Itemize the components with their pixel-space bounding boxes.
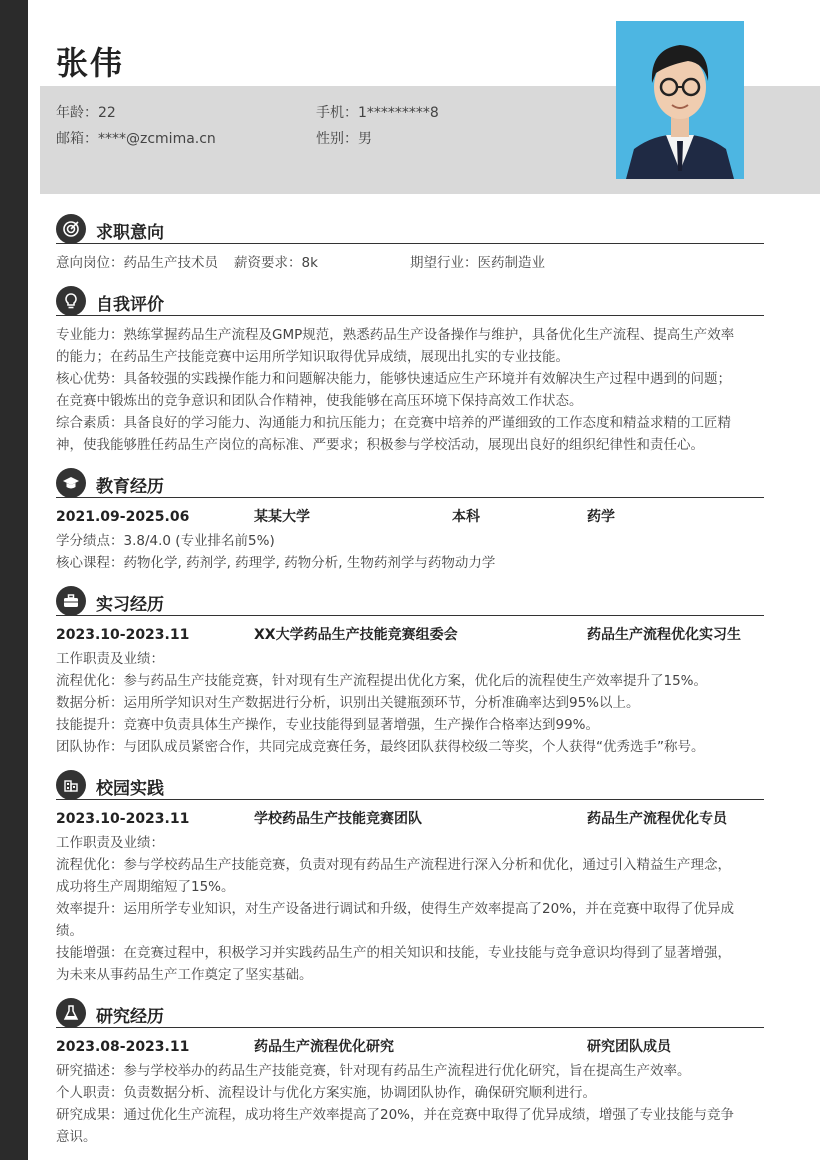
entry-date: 2023.08-2023.11 [56, 1039, 190, 1055]
entry-date: 2023.10-2023.11 [56, 627, 190, 643]
section-internship [56, 584, 764, 758]
graduation-cap-icon [56, 468, 86, 498]
text-line: 专业能力：熟练掌握药品生产流程及GMP规范，熟悉药品生产设备操作与维护，具备优化生产流程、提高生产效率 [56, 327, 735, 343]
candidate-name: 张伟 [56, 44, 125, 82]
entry-role: 药品生产流程优化实习生 [587, 627, 741, 643]
building-icon [56, 770, 86, 800]
gender-field: 性别：男 [316, 131, 372, 147]
intent-industry: 期望行业：医药制造业 [410, 255, 545, 271]
text-line: 数据分析：运用所学知识对生产数据进行分析，识别出关键瓶颈环节，分析准确率达到95%以上。 [56, 695, 640, 711]
text-line: 为未来从事药品生产工作奠定了坚实基础。 [56, 967, 313, 983]
text-line: 的能力；在药品生产技能竞赛中运用所学知识取得优异成绩，展现出扎实的专业技能。 [56, 349, 569, 365]
text-line: 综合素质：具备良好的学习能力、沟通能力和抗压能力；在竞赛中培养的严谨细致的工作态度和精益求精的工匠精 [56, 415, 731, 431]
section-title: 求职意向 [96, 223, 164, 243]
briefcase-icon [56, 586, 86, 616]
target-icon [56, 214, 86, 244]
text-line: 流程优化：参与学校药品生产技能竞赛，负责对现有药品生产流程进行深入分析和优化，通过引入精益生产理念， [56, 857, 731, 873]
left-sidebar-bar [0, 0, 28, 1160]
section-research [56, 996, 764, 1148]
text-line: 研究描述：参与学校举办的药品生产技能竞赛，针对现有药品生产流程进行优化研究，旨在提高生产效率。 [56, 1063, 691, 1079]
text-line: 效率提升：运用所学专业知识，对生产设备进行调试和升级，使得生产效率提高了20%，并在竞赛中取得了优异成 [56, 901, 735, 917]
entry-degree: 本科 [452, 509, 480, 525]
entry-header-row [56, 1036, 764, 1060]
entry-major: 药学 [587, 509, 615, 525]
entry-header-row [56, 808, 764, 832]
text-line: 工作职责及业绩： [56, 835, 164, 851]
section-header [56, 212, 764, 244]
section-header [56, 284, 764, 316]
section-title: 研究经历 [96, 1007, 164, 1027]
lightbulb-icon [56, 286, 86, 316]
entry-school: 某某大学 [254, 509, 310, 525]
entry-role: 药品生产流程优化专员 [587, 811, 727, 827]
entry-header-row [56, 506, 764, 530]
text-line: 绩。 [56, 923, 83, 939]
section-title: 自我评价 [96, 295, 164, 315]
entry-date: 2023.10-2023.11 [56, 811, 190, 827]
entry-org: 学校药品生产技能竞赛团队 [254, 811, 422, 827]
text-line: 核心课程：药物化学, 药剂学, 药理学, 药物分析, 生物药剂学与药物动力学 [56, 555, 496, 571]
entry-org: XX大学药品生产技能竞赛组委会 [254, 627, 458, 643]
text-line: 在竞赛中锻炼出的竞争意识和团队合作精神，使我能够在高压环境下保持高效工作状态。 [56, 393, 583, 409]
text-line: 个人职责：负责数据分析、流程设计与优化方案实施，协调团队协作，确保研究顺利进行。 [56, 1085, 596, 1101]
section-header [56, 584, 764, 616]
text-line: 成功将生产周期缩短了15%。 [56, 879, 235, 895]
text-line: 研究成果：通过优化生产流程，成功将生产效率提高了20%，并在竞赛中取得了优异成绩，增强了专业技能与竞争 [56, 1107, 735, 1123]
section-title: 实习经历 [96, 595, 164, 615]
entry-org: 药品生产流程优化研究 [254, 1039, 394, 1055]
intent-position: 意向岗位：药品生产技术员 [56, 255, 218, 271]
section-header [56, 996, 764, 1028]
section-header [56, 466, 764, 498]
profile-photo [616, 21, 744, 179]
text-line: 神，使我能够胜任药品生产岗位的高标准、严要求；积极参与学校活动，展现出良好的组织纪律性和责任心。 [56, 437, 704, 453]
entry-header-row [56, 624, 764, 648]
section-education [56, 466, 764, 574]
section-header [56, 768, 764, 800]
age-field: 年龄：22 [56, 105, 116, 121]
entry-date: 2021.09-2025.06 [56, 509, 190, 525]
text-line: 核心优势：具备较强的实践操作能力和问题解决能力，能够快速适应生产环境并有效解决生产过程中遇到的问题； [56, 371, 731, 387]
text-line: 技能提升：竞赛中负责具体生产操作，专业技能得到显著增强，生产操作合格率达到99%。 [56, 717, 600, 733]
section-title: 校园实践 [96, 779, 164, 799]
section-self-evaluation [56, 284, 764, 456]
intent-salary: 薪资要求：8k [234, 255, 318, 271]
section-campus-practice [56, 768, 764, 986]
phone-field: 手机：1*********8 [316, 105, 439, 121]
text-line: 工作职责及业绩： [56, 651, 164, 667]
text-line: 技能增强：在竞赛过程中，积极学习并实践药品生产的相关知识和技能，专业技能与竞争意识均得到了显著增强， [56, 945, 731, 961]
email-field: 邮箱：****@zcmima.cn [56, 131, 216, 147]
text-line: 学分绩点：3.8/4.0 (专业排名前5%) [56, 533, 275, 549]
section-title: 教育经历 [96, 477, 164, 497]
text-line: 意识。 [56, 1129, 97, 1145]
section-job-intent [56, 212, 764, 274]
flask-icon [56, 998, 86, 1028]
entry-role: 研究团队成员 [587, 1039, 671, 1055]
text-line: 团队协作：与团队成员紧密合作，共同完成竞赛任务，最终团队获得校级二等奖，个人获得“优秀选手”称号。 [56, 739, 705, 755]
text-line: 流程优化：参与药品生产技能竞赛，针对现有生产流程提出优化方案，优化后的流程使生产效率提升了15%。 [56, 673, 708, 689]
intent-row [56, 252, 764, 274]
